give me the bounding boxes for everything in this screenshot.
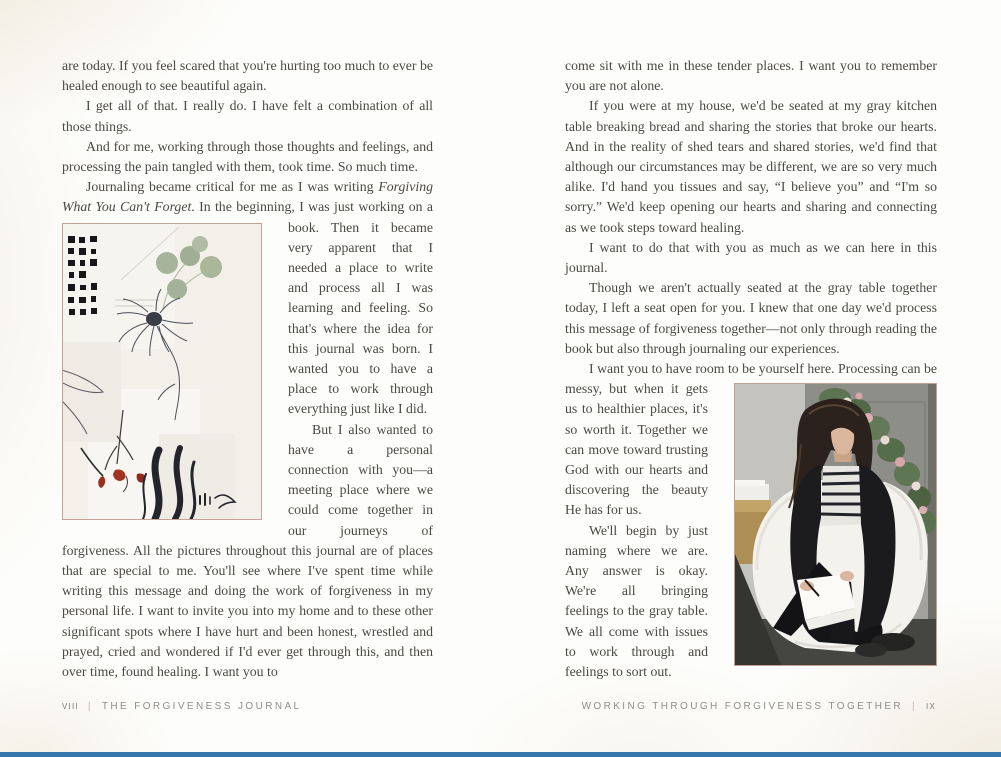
paragraph-text: I want you to have room to be yourself here. Processing can be [589,361,937,377]
paragraph-text: Though we aren't actually seated at the gray table together today, I left a seat open for you. I knew that one day we'd process this message of forgiveness together—not only through reading the book but also through journaling our experiences. [565,280,937,356]
paragraph-text: And for me, working through those thoughts and feelings, and processing the pain tangled with them, took time. So much time. [62,138,433,175]
paragraph-text: are today. If you feel scared that you're hurting too much to ever be healed enough to see beautiful again. [62,58,433,94]
paragraph [62,56,433,96]
paragraph [565,238,937,278]
book-title-italic: Forgiving What You Can't Forget [62,179,433,215]
footer-divider: | [912,701,918,712]
paragraph [565,359,937,521]
paragraph-text: I get all of that. I really do. I have felt a combination of all those things. [62,98,433,134]
footer-divider: | [87,701,93,712]
author-photo-illustration [735,384,936,665]
left-page-footer [62,701,301,712]
author-writing-photo [734,383,937,666]
botanical-collage-illustration [63,224,261,519]
paragraph [565,278,937,359]
paragraph [565,96,937,237]
paragraph-text: messy, but when it gets us to healthier places, it's so worth it. Together we can move toward trusting God with our hearts and discovering the beauty He has for us. [565,381,708,518]
paragraph-text: . In the beginning, I was just working on [191,199,427,215]
paragraph [565,56,937,96]
paragraph-text: If you were at my house, we'd be seated at my gray kitchen table breaking bread and sharing the stories that broke our hearts. And in the reality of shed tears and shared stories, we'd find that although our circumstances may be different, we are so very much alike. I'd hand you tissues and say, “I believe you” and “I'm so sorry.” We'd keep opening our hearts and sharing and connecting as we took steps toward healing. [565,98,937,235]
paragraph-text: come sit with me in these tender places. I want you to remember you are not alone. [565,58,937,94]
paragraph [62,177,433,419]
running-head: WORKING THROUGH FORGIVENESS TOGETHER [581,701,904,712]
paragraph-text: I want to do that with you as much as we can here in this journal. [565,239,937,276]
right-page-footer [582,701,936,712]
botanical-collage-artwork [62,223,262,520]
page-number: IX [926,702,936,711]
right-page-text-block [565,56,937,682]
paragraph-text: But I also wanted to have a personal connection with you—a meeting place where we could come together in our journeys of forgiveness. All the pictures throughout this journal are of places that are special to me. You'll see where I've spent time while writing this message and doing the work of forgiveness in my personal life. I want to invite you into my home and to these other significant spots where I have hurt and been honest, wrestled and prayed, cried and wondered if I'd ever get through this, and then over time, found healing. I want you to [62,421,433,680]
paragraph-text: a book. Then it became very apparent that I needed a place to write and process all I was learning and feeling. So that's where the idea for this journal was born. I wanted you to have a place to work through everything just like I did. [288,199,433,417]
paragraph-text: We'll begin by just naming where we are. Any answer is okay. We're all bringing feelings to the gray table. We all come with issues to work through and feelings to sort out. [565,522,708,680]
paragraph [62,96,433,136]
left-page-text-block [62,56,433,682]
paragraph-text: Journaling became critical for me as I was writing [86,179,379,195]
window-accent-bar [0,752,1001,757]
paragraph [62,137,433,177]
running-head: THE FORGIVENESS JOURNAL [101,701,302,712]
page-number: VIII [62,702,79,711]
